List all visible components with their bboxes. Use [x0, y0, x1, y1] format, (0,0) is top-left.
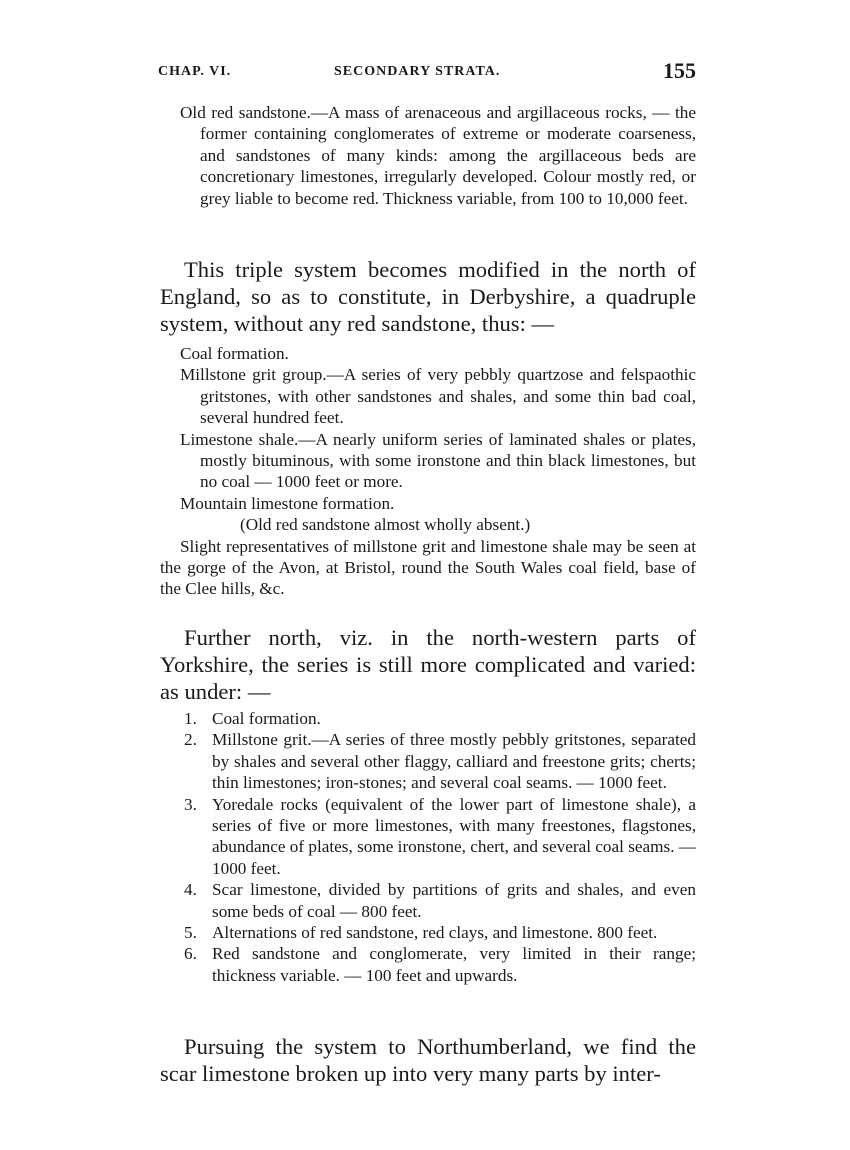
list-item-text: Alternations of red sandstone, red clays, and limestone. 800 feet.	[212, 923, 658, 943]
paragraph-triple-system-text: This triple system becomes modified in the north of England, so as to constitute, in Derbyshire, a quadruple system, without any red sandstone, thus: —	[160, 257, 696, 337]
list-item	[160, 708, 696, 729]
running-header	[158, 58, 698, 88]
paragraph-further-north	[160, 624, 696, 706]
list-item	[160, 794, 696, 880]
old-red-sandstone-text: Old red sandstone.—A mass of arenaceous and argillaceous rocks, — the former containing conglomerates of extreme or moderate coarseness, and sandstones of many kinds: among the argillaceous beds are concretionary limestones, irregularly developed. Colour mostly red, or grey liable to become red. Thickness variable, from 100 to 10,000 feet.	[180, 103, 696, 208]
list-number: 4.	[184, 880, 197, 900]
derbyshire-list	[160, 343, 696, 600]
old-red-absent-note: (Old red sandstone almost wholly absent.)	[240, 515, 531, 535]
list-item-text: Red sandstone and conglomerate, very limited in their range; thickness variable. — 100 feet and upwards.	[212, 944, 696, 985]
page-number: 155	[663, 58, 696, 83]
list-item	[160, 879, 696, 922]
chapter-label: CHAP. VI.	[158, 64, 232, 79]
list-item	[160, 922, 696, 943]
slight-representatives-text: Slight representatives of millstone grit and limestone shale may be seen at the gorge of the Avon, at Bristol, round the South Wales coal field, base of the Clee hills, &c.	[160, 536, 696, 599]
yorkshire-list	[160, 708, 696, 986]
list-number: 6.	[184, 944, 197, 964]
paragraph-triple-system	[160, 256, 696, 338]
paragraph-further-north-text: Further north, viz. in the north-western parts of Yorkshire, the series is still more complicated and varied: as under: —	[160, 625, 696, 705]
coal-formation-entry: Coal formation.	[180, 344, 289, 363]
list-number: 1.	[184, 709, 197, 728]
list-number: 3.	[184, 794, 197, 814]
running-title: SECONDARY STRATA.	[334, 64, 501, 79]
millstone-grit-entry: Millstone grit group.—A series of very pebbly quartzose and felspaothic gritstones, with other sandstones and shales, and some thin bad coal, several hundred feet.	[180, 365, 696, 428]
list-number: 5.	[184, 923, 197, 943]
old-red-sandstone-entry	[160, 102, 696, 209]
list-item-text: Scar limestone, divided by partitions of grits and shales, and even some beds of coal — 800 feet.	[212, 880, 696, 921]
paragraph-northumberland-text: Pursuing the system to Northumberland, we find the scar limestone broken up into very many parts by inter-	[160, 1034, 696, 1087]
mountain-limestone-entry: Mountain limestone formation.	[180, 493, 395, 513]
list-item-text: Millstone grit.—A series of three mostly pebbly gritstones, separated by shales and several other flaggy, calliard and freestone grits; cherts; thin limestones; iron-stones; and several coal seams. — 1000 feet.	[212, 730, 696, 793]
limestone-shale-entry: Limestone shale.—A nearly uniform series of laminated shales or plates, mostly bituminous, with some ironstone and thin black limestones, but no coal — 1000 feet or more.	[180, 429, 696, 492]
list-item	[160, 729, 696, 793]
list-item-text: Yoredale rocks (equivalent of the lower part of limestone shale), a series of five or more limestones, with many freestones, flagstones, abundance of plates, some ironstone, chert, and several coal seams. —1000 feet.	[212, 794, 696, 878]
paragraph-northumberland	[160, 1033, 696, 1087]
list-item	[160, 943, 696, 986]
list-item-text: Coal formation.	[212, 709, 321, 728]
list-number: 2.	[184, 730, 197, 750]
